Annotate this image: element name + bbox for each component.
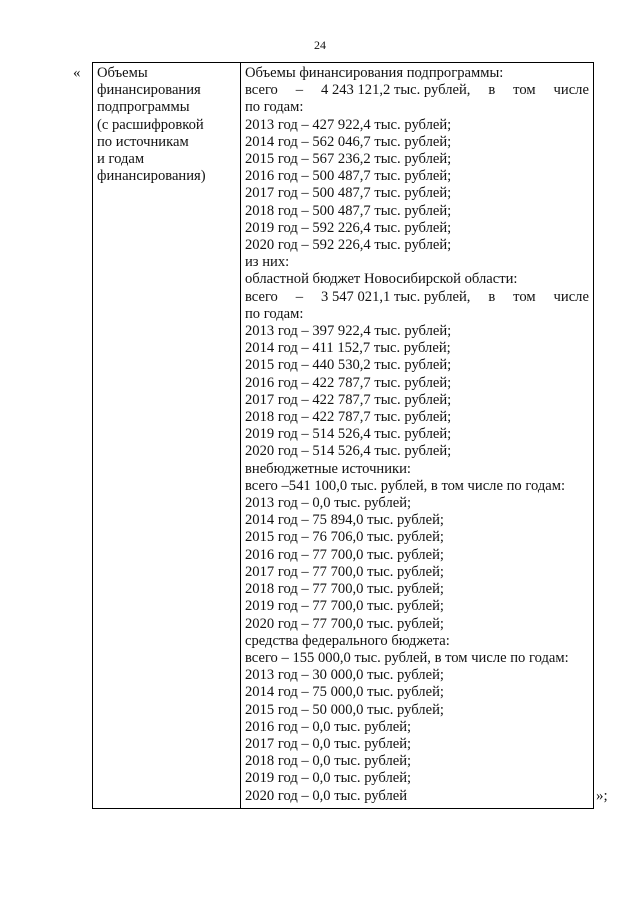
total-line-federal: всего – 155 000,0 тыс. рублей, в том числе по годам:	[245, 649, 569, 666]
total-word: в	[488, 288, 496, 305]
year-line: 2014 год – 75 000,0 тыс. рублей;	[245, 684, 444, 701]
year-line: 2015 год – 76 706,0 тыс. рублей;	[245, 529, 444, 546]
total-word: –	[295, 288, 304, 305]
funding-body-cell	[241, 63, 594, 809]
page-number: 24	[314, 38, 326, 52]
section-heading: из них:	[245, 254, 290, 271]
total-word: –	[295, 82, 304, 99]
year-line: 2019 год – 514 526,4 тыс. рублей;	[245, 426, 452, 443]
label-line: финансирования	[97, 82, 201, 99]
label-line: Объемы	[97, 65, 148, 81]
year-line: 2017 год – 422 787,7 тыс. рублей;	[245, 391, 452, 408]
year-line: 2017 год – 77 700,0 тыс. рублей;	[245, 563, 444, 580]
year-line: 2016 год – 500 487,7 тыс. рублей;	[245, 168, 452, 185]
total-line-overall	[245, 82, 589, 99]
year-line: 2020 год – 592 226,4 тыс. рублей;	[245, 237, 452, 254]
year-line: 2018 год – 422 787,7 тыс. рублей;	[245, 409, 452, 426]
year-line: 2019 год – 592 226,4 тыс. рублей;	[245, 219, 452, 236]
total-word: в	[488, 82, 496, 99]
funding-table-row	[93, 63, 594, 809]
year-line: 2013 год – 30 000,0 тыс. рублей;	[245, 667, 444, 684]
year-line: 2016 год – 0,0 тыс. рублей;	[245, 718, 412, 735]
year-line: 2014 год – 411 152,7 тыс. рублей;	[245, 340, 451, 357]
year-line: 2016 год – 77 700,0 тыс. рублей;	[245, 546, 444, 563]
year-line: 2016 год – 422 787,7 тыс. рублей;	[245, 374, 452, 391]
intro-line: Объемы финансирования подпрограммы:	[245, 65, 504, 81]
year-line: 2017 год – 500 487,7 тыс. рублей;	[245, 185, 452, 202]
total-word: том	[513, 288, 536, 305]
total-word: числе	[553, 288, 589, 305]
closing-quote-mark: »;	[596, 788, 608, 804]
label-line: финансирования)	[97, 168, 206, 185]
funding-table	[92, 62, 594, 809]
year-line: 2013 год – 427 922,4 тыс. рублей;	[245, 116, 452, 133]
section-subheading: областной бюджет Новосибирской области:	[245, 271, 518, 288]
total-line-regional	[245, 289, 589, 306]
total-continuation: по годам:	[245, 305, 304, 322]
year-line: 2013 год – 0,0 тыс. рублей;	[245, 495, 412, 512]
year-line: 2020 год – 77 700,0 тыс. рублей;	[245, 615, 444, 632]
section-heading: внебюджетные источники:	[245, 460, 411, 477]
section-heading: средства федерального бюджета:	[245, 632, 450, 649]
label-line: (с расшифровкой	[97, 116, 204, 133]
total-word: всего	[245, 288, 278, 305]
year-line: 2015 год – 567 236,2 тыс. рублей;	[245, 151, 452, 168]
label-line: подпрограммы	[97, 99, 190, 116]
year-line: 2018 год – 500 487,7 тыс. рублей;	[245, 202, 452, 219]
total-word: числе	[553, 82, 589, 99]
year-line: 2014 год – 562 046,7 тыс. рублей;	[245, 133, 452, 150]
year-line: 2019 год – 77 700,0 тыс. рублей;	[245, 598, 444, 615]
year-line: 2018 год – 0,0 тыс. рублей;	[245, 753, 412, 770]
total-word: всего	[245, 82, 278, 99]
year-line: 2013 год – 397 922,4 тыс. рублей;	[245, 323, 452, 340]
total-continuation: по годам:	[245, 99, 304, 116]
opening-quote-mark: «	[73, 65, 81, 81]
label-cell	[93, 63, 241, 809]
year-line: 2019 год – 0,0 тыс. рублей;	[245, 770, 412, 787]
year-line: 2015 год – 50 000,0 тыс. рублей;	[245, 701, 444, 718]
year-line: 2015 год – 440 530,2 тыс. рублей;	[245, 357, 452, 374]
year-line: 2014 год – 75 894,0 тыс. рублей;	[245, 512, 444, 529]
year-line: 2018 год – 77 700,0 тыс. рублей;	[245, 581, 444, 598]
total-line-extrabudgetary: всего –541 100,0 тыс. рублей, в том числе по годам:	[245, 477, 566, 494]
label-line: по источникам	[97, 133, 189, 150]
year-line: 2020 год – 514 526,4 тыс. рублей;	[245, 443, 452, 460]
year-line: 2017 год – 0,0 тыс. рублей;	[245, 735, 412, 752]
total-word: 4 243 121,2 тыс. рублей,	[321, 82, 471, 99]
label-line: и годам	[97, 151, 145, 168]
total-word: 3 547 021,1 тыс. рублей,	[321, 288, 471, 305]
year-line: 2020 год – 0,0 тыс. рублей	[245, 787, 408, 804]
total-word: том	[513, 82, 536, 99]
